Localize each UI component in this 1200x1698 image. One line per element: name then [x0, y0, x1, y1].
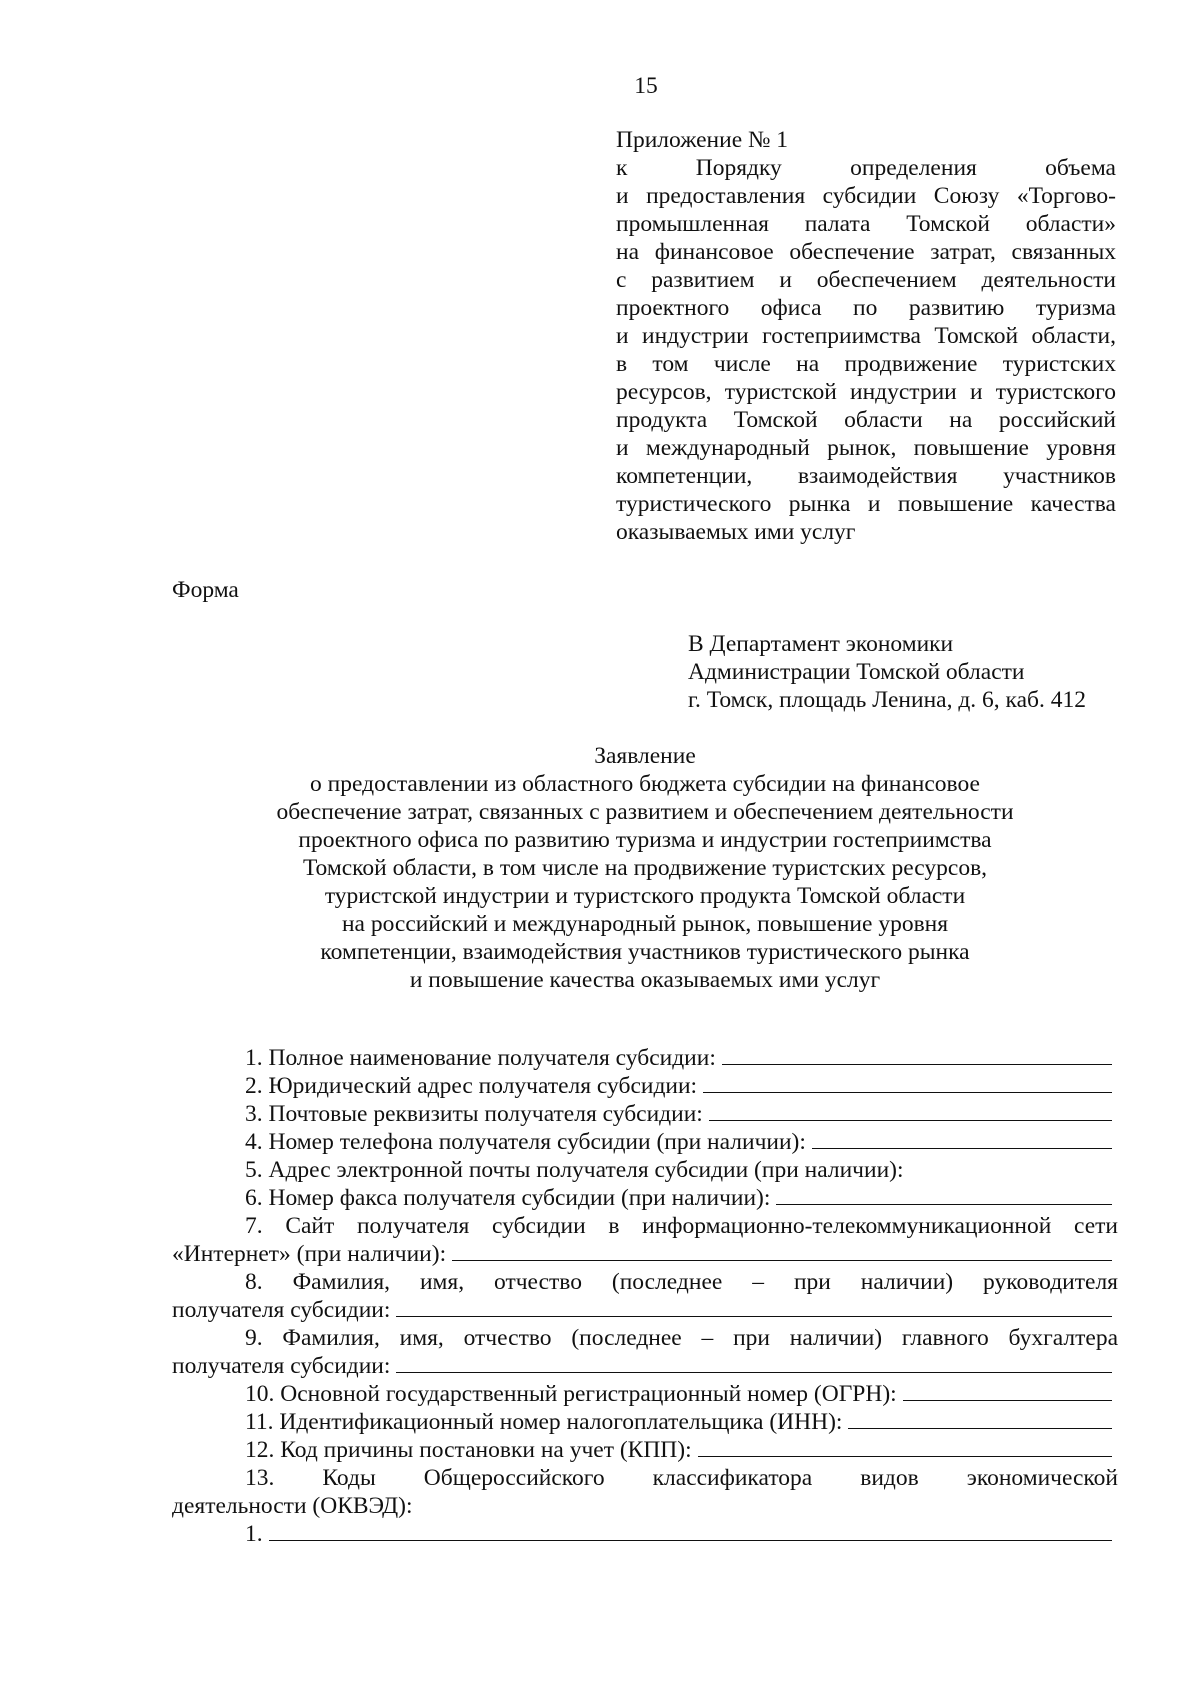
field-label: 2. Юридический адрес получателя субсидии:	[245, 1073, 698, 1099]
field-label: 7. Сайт получателя субсидии в информационно-телекоммуникационной сети	[245, 1213, 1118, 1239]
title-line: о предоставлении из областного бюджета субсидии на финансовое	[310, 771, 980, 797]
field-label: деятельности (ОКВЭД):	[172, 1493, 413, 1519]
field-postal-details[interactable]	[172, 1100, 1118, 1128]
field-fax[interactable]	[172, 1184, 1118, 1212]
field-accountant-line1	[172, 1324, 1118, 1352]
fill-line[interactable]	[698, 1436, 1112, 1457]
title-line: Томской области, в том числе на продвижение туристских ресурсов,	[302, 855, 988, 881]
field-label: 10. Основной государственный регистрационный номер (ОГРН):	[245, 1381, 897, 1407]
appendix-line: ресурсов, туристской индустрии и туристского	[616, 379, 1116, 405]
page-number: 15	[634, 73, 658, 99]
fill-line[interactable]	[903, 1380, 1112, 1401]
field-legal-address[interactable]	[172, 1072, 1118, 1100]
title-line: туристской индустрии и туристского продукта Томской области	[324, 883, 966, 909]
fill-line[interactable]	[396, 1296, 1112, 1317]
appendix-line: и международный рынок, повышение уровня	[616, 435, 1116, 461]
appendix-line: на финансовое обеспечение затрат, связанных	[616, 239, 1116, 265]
field-label: 4. Номер телефона получателя субсидии (при наличии):	[245, 1129, 806, 1155]
appendix-line: компетенции, взаимодействия участников	[616, 463, 1116, 489]
addressee-line: г. Томск, площадь Ленина, д. 6, каб. 412	[688, 687, 1086, 713]
field-label: 6. Номер факса получателя субсидии (при наличии):	[245, 1185, 771, 1211]
fill-line[interactable]	[776, 1184, 1112, 1205]
fill-line[interactable]	[812, 1128, 1112, 1149]
appendix-line: и предоставления субсидии Союзу «Торгово-	[616, 183, 1116, 209]
appendix-line: и индустрии гостеприимства Томской области,	[616, 323, 1116, 349]
field-okved-line1	[172, 1464, 1118, 1492]
field-okved-line2	[172, 1492, 1118, 1520]
field-ogrn[interactable]	[172, 1380, 1118, 1408]
field-label: 11. Идентификационный номер налогоплательщика (ИНН):	[245, 1409, 843, 1435]
title-line: обеспечение затрат, связанных с развитием и обеспечением деятельности	[276, 799, 1014, 825]
appendix-line: проектного офиса по развитию туризма	[616, 295, 1116, 321]
field-okved-item[interactable]	[172, 1520, 1118, 1548]
appendix-line: Приложение № 1	[616, 127, 789, 153]
field-kpp[interactable]	[172, 1436, 1118, 1464]
field-inn[interactable]	[172, 1408, 1118, 1436]
field-label: получателя субсидии:	[172, 1297, 391, 1323]
application-fields	[172, 1044, 1118, 1548]
field-label: 13. Коды Общероссийского классификатора видов экономической	[245, 1465, 1118, 1491]
appendix-line: с развитием и обеспечением деятельности	[616, 267, 1116, 293]
addressee-line: Администрации Томской области	[688, 659, 1025, 685]
field-full-name[interactable]	[172, 1044, 1118, 1072]
field-email[interactable]	[172, 1156, 1118, 1184]
fill-line[interactable]	[269, 1520, 1112, 1541]
title-line: и повышение качества оказываемых ими услуг	[409, 967, 881, 993]
field-label: 5. Адрес электронной почты получателя субсидии (при наличии):	[245, 1157, 904, 1183]
title-line: проектного офиса по развитию туризма и индустрии гостеприимства	[298, 827, 992, 853]
field-label: 9. Фамилия, имя, отчество (последнее – при наличии) главного бухгалтера	[245, 1325, 1118, 1351]
appendix-header	[616, 126, 1116, 546]
appendix-line: оказываемых ими услуг	[616, 519, 856, 545]
field-label: 1. Полное наименование получателя субсидии:	[245, 1045, 716, 1071]
fill-line[interactable]	[848, 1408, 1112, 1429]
form-label: Форма	[172, 577, 239, 603]
field-label: получателя субсидии:	[172, 1353, 391, 1379]
appendix-line: продукта Томской области на российский	[616, 407, 1116, 433]
appendix-line: туристического рынка и повышение качества	[616, 491, 1116, 517]
field-phone[interactable]	[172, 1128, 1118, 1156]
field-accountant[interactable]	[172, 1352, 1118, 1380]
appendix-line: промышленная палата Томской области»	[616, 211, 1116, 237]
field-director-line1	[172, 1268, 1118, 1296]
field-director[interactable]	[172, 1296, 1118, 1324]
field-label: 8. Фамилия, имя, отчество (последнее – при наличии) руководителя	[245, 1269, 1118, 1295]
field-label: 12. Код причины постановки на учет (КПП):	[245, 1437, 692, 1463]
fill-line[interactable]	[709, 1100, 1112, 1121]
appendix-line: в том числе на продвижение туристских	[616, 351, 1116, 377]
title-line: на российский и международный рынок, повышение уровня	[341, 911, 949, 937]
field-website-line1	[172, 1212, 1118, 1240]
field-label: 1.	[245, 1521, 263, 1547]
document-title	[172, 742, 1118, 994]
field-website[interactable]	[172, 1240, 1118, 1268]
addressee	[688, 630, 1148, 714]
addressee-line: В Департамент экономики	[688, 631, 954, 657]
fill-line[interactable]	[396, 1352, 1112, 1373]
fill-line[interactable]	[452, 1240, 1112, 1261]
title-heading: Заявление	[594, 743, 696, 769]
field-label: «Интернет» (при наличии):	[172, 1241, 447, 1267]
title-line: компетенции, взаимодействия участников туристического рынка	[320, 939, 970, 965]
fill-line[interactable]	[722, 1044, 1112, 1065]
fill-line[interactable]	[703, 1072, 1112, 1093]
appendix-line: к Порядку определения объема	[616, 155, 1116, 181]
field-label: 3. Почтовые реквизиты получателя субсидии:	[245, 1101, 703, 1127]
